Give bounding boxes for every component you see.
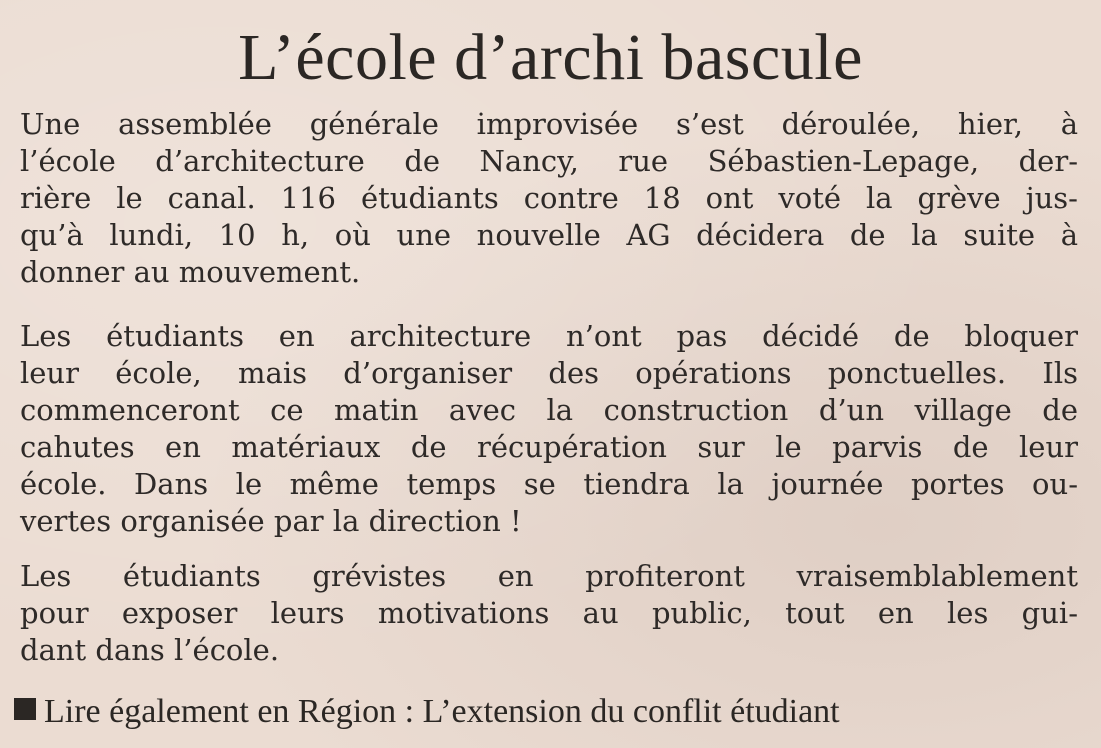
paragraph-3 [20,558,1078,669]
paragraph-line: cahutes en matériaux de récupération sur le parvis de leur [20,430,1078,464]
see-also-text: Lire également en Région : L’extension du conflit étudiant [44,693,840,730]
paragraph-line: leur école, mais d’organiser des opérations ponctuelles. Ils [20,356,1078,390]
paragraph-1 [20,106,1078,291]
paragraph-line: dant dans l’école. [20,633,280,667]
paragraph-line: l’école d’architecture de Nancy, rue Sébastien-Lepage, der- [20,144,1078,178]
paragraph-line: donner au mouvement. [20,255,361,289]
paragraph-line: qu’à lundi, 10 h, où une nouvelle AG décidera de la suite à [20,218,1078,252]
square-bullet-icon [14,698,36,720]
paragraph-line: Les étudiants en architecture n’ont pas décidé de bloquer [20,319,1078,353]
paragraph-line: pour exposer leurs motivations au public, tout en les gui- [20,596,1078,630]
paragraph-line: vertes organisée par la direction ! [20,504,522,538]
see-also-reference [14,690,1084,734]
paragraph-line: école. Dans le même temps se tiendra la journée portes ou- [20,467,1078,501]
paragraph-2 [20,318,1078,540]
paragraph-line: commenceront ce matin avec la construction d’un village de [20,393,1078,427]
headline: L’école d’archi bascule [238,21,863,94]
paragraph-line: rière le canal. 116 étudiants contre 18 ont voté la grève jus- [20,181,1078,215]
paragraph-line: Une assemblée générale improvisée s’est déroulée, hier, à [20,107,1078,141]
paragraph-line: Les étudiants grévistes en profiteront vraisemblablement [20,559,1078,593]
